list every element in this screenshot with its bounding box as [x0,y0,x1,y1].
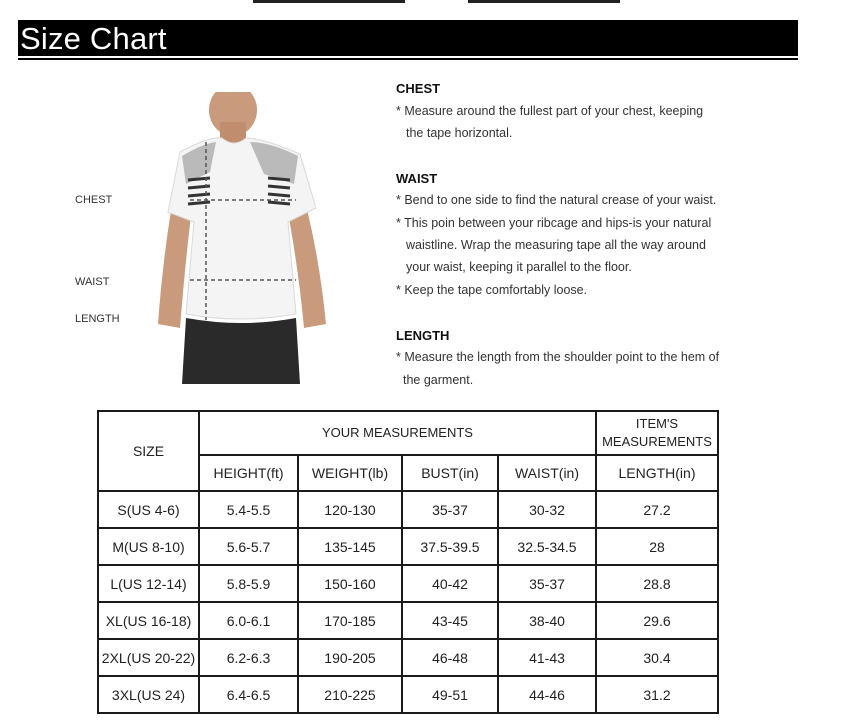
items-measurements-header [596,411,718,455]
items-measurements-line-1: ITEM'S [635,416,679,431]
size-cell: L(US 12-14) [98,565,199,602]
bust-cell: 49-51 [402,676,498,713]
size-cell: S(US 4-6) [98,491,199,528]
waist-line-2: * This poin between your ribcage and hips-is your natural [396,216,712,230]
figure-label-length: LENGTH [75,313,120,325]
height-cell: 5.4-5.5 [199,491,298,528]
waist-line-1: * Bend to one side to find the natural crease of your waist. [396,193,717,207]
length-cell: 28.8 [596,565,718,602]
figure-label-waist: WAIST [75,276,110,288]
waist-cell: 32.5-34.5 [498,528,596,565]
length-cell: 31.2 [596,676,718,713]
height-cell: 6.2-6.3 [199,639,298,676]
chest-heading: CHEST [396,81,441,96]
bust-cell: 40-42 [402,565,498,602]
size-cell: 2XL(US 20-22) [98,639,199,676]
table-row [98,528,718,565]
bust-cell: 37.5-39.5 [402,528,498,565]
height-cell: 5.8-5.9 [199,565,298,602]
waist-cell: 35-37 [498,565,596,602]
column-header-waist: WAIST(in) [498,455,596,491]
length-line-1: * Measure the length from the shoulder point to the hem of [396,350,720,364]
size-cell: 3XL(US 24) [98,676,199,713]
column-header-height: HEIGHT(ft) [199,455,298,491]
height-cell: 6.4-6.5 [199,676,298,713]
figure-label-chest: CHEST [75,194,113,206]
page-title: Size Chart [18,20,798,56]
chest-line-1: * Measure around the fullest part of your chest, keeping [396,104,704,118]
column-header-bust: BUST(in) [402,455,498,491]
top-tab-remnant-right [468,0,620,3]
model-figure-image [150,92,340,384]
weight-cell: 120-130 [298,491,402,528]
size-table [97,410,719,714]
length-cell: 27.2 [596,491,718,528]
waist-heading: WAIST [396,171,438,186]
title-underline [18,58,798,60]
chest-line-2: the tape horizontal. [406,126,513,140]
weight-cell: 150-160 [298,565,402,602]
size-cell: M(US 8-10) [98,528,199,565]
waist-line-3: waistline. Wrap the measuring tape all the way around [406,238,706,252]
column-header-weight: WEIGHT(lb) [298,455,402,491]
waist-line-4: your waist, keeping it parallel to the floor. [406,260,632,274]
bust-cell: 35-37 [402,491,498,528]
column-header-length: LENGTH(in) [596,455,718,491]
length-cell: 30.4 [596,639,718,676]
table-row [98,491,718,528]
waist-cell: 41-43 [498,639,596,676]
length-cell: 29.6 [596,602,718,639]
top-tab-remnant-left [253,0,405,3]
weight-cell: 190-205 [298,639,402,676]
table-row [98,565,718,602]
height-cell: 5.6-5.7 [199,528,298,565]
weight-cell: 135-145 [298,528,402,565]
waist-cell: 44-46 [498,676,596,713]
size-cell: XL(US 16-18) [98,602,199,639]
bust-cell: 46-48 [402,639,498,676]
waist-cell: 30-32 [498,491,596,528]
bust-cell: 43-45 [402,602,498,639]
table-row [98,676,718,713]
weight-cell: 170-185 [298,602,402,639]
items-measurements-line-2: MEASUREMENTS [602,434,712,449]
waist-cell: 38-40 [498,602,596,639]
weight-cell: 210-225 [298,676,402,713]
length-heading: LENGTH [396,328,450,343]
length-cell: 28 [596,528,718,565]
size-header: SIZE [98,411,199,491]
waist-line-5: * Keep the tape comfortably loose. [396,283,588,297]
table-row [98,639,718,676]
your-measurements-header: YOUR MEASUREMENTS [199,411,596,455]
height-cell: 6.0-6.1 [199,602,298,639]
length-line-2: the garment. [403,373,474,387]
table-row [98,602,718,639]
